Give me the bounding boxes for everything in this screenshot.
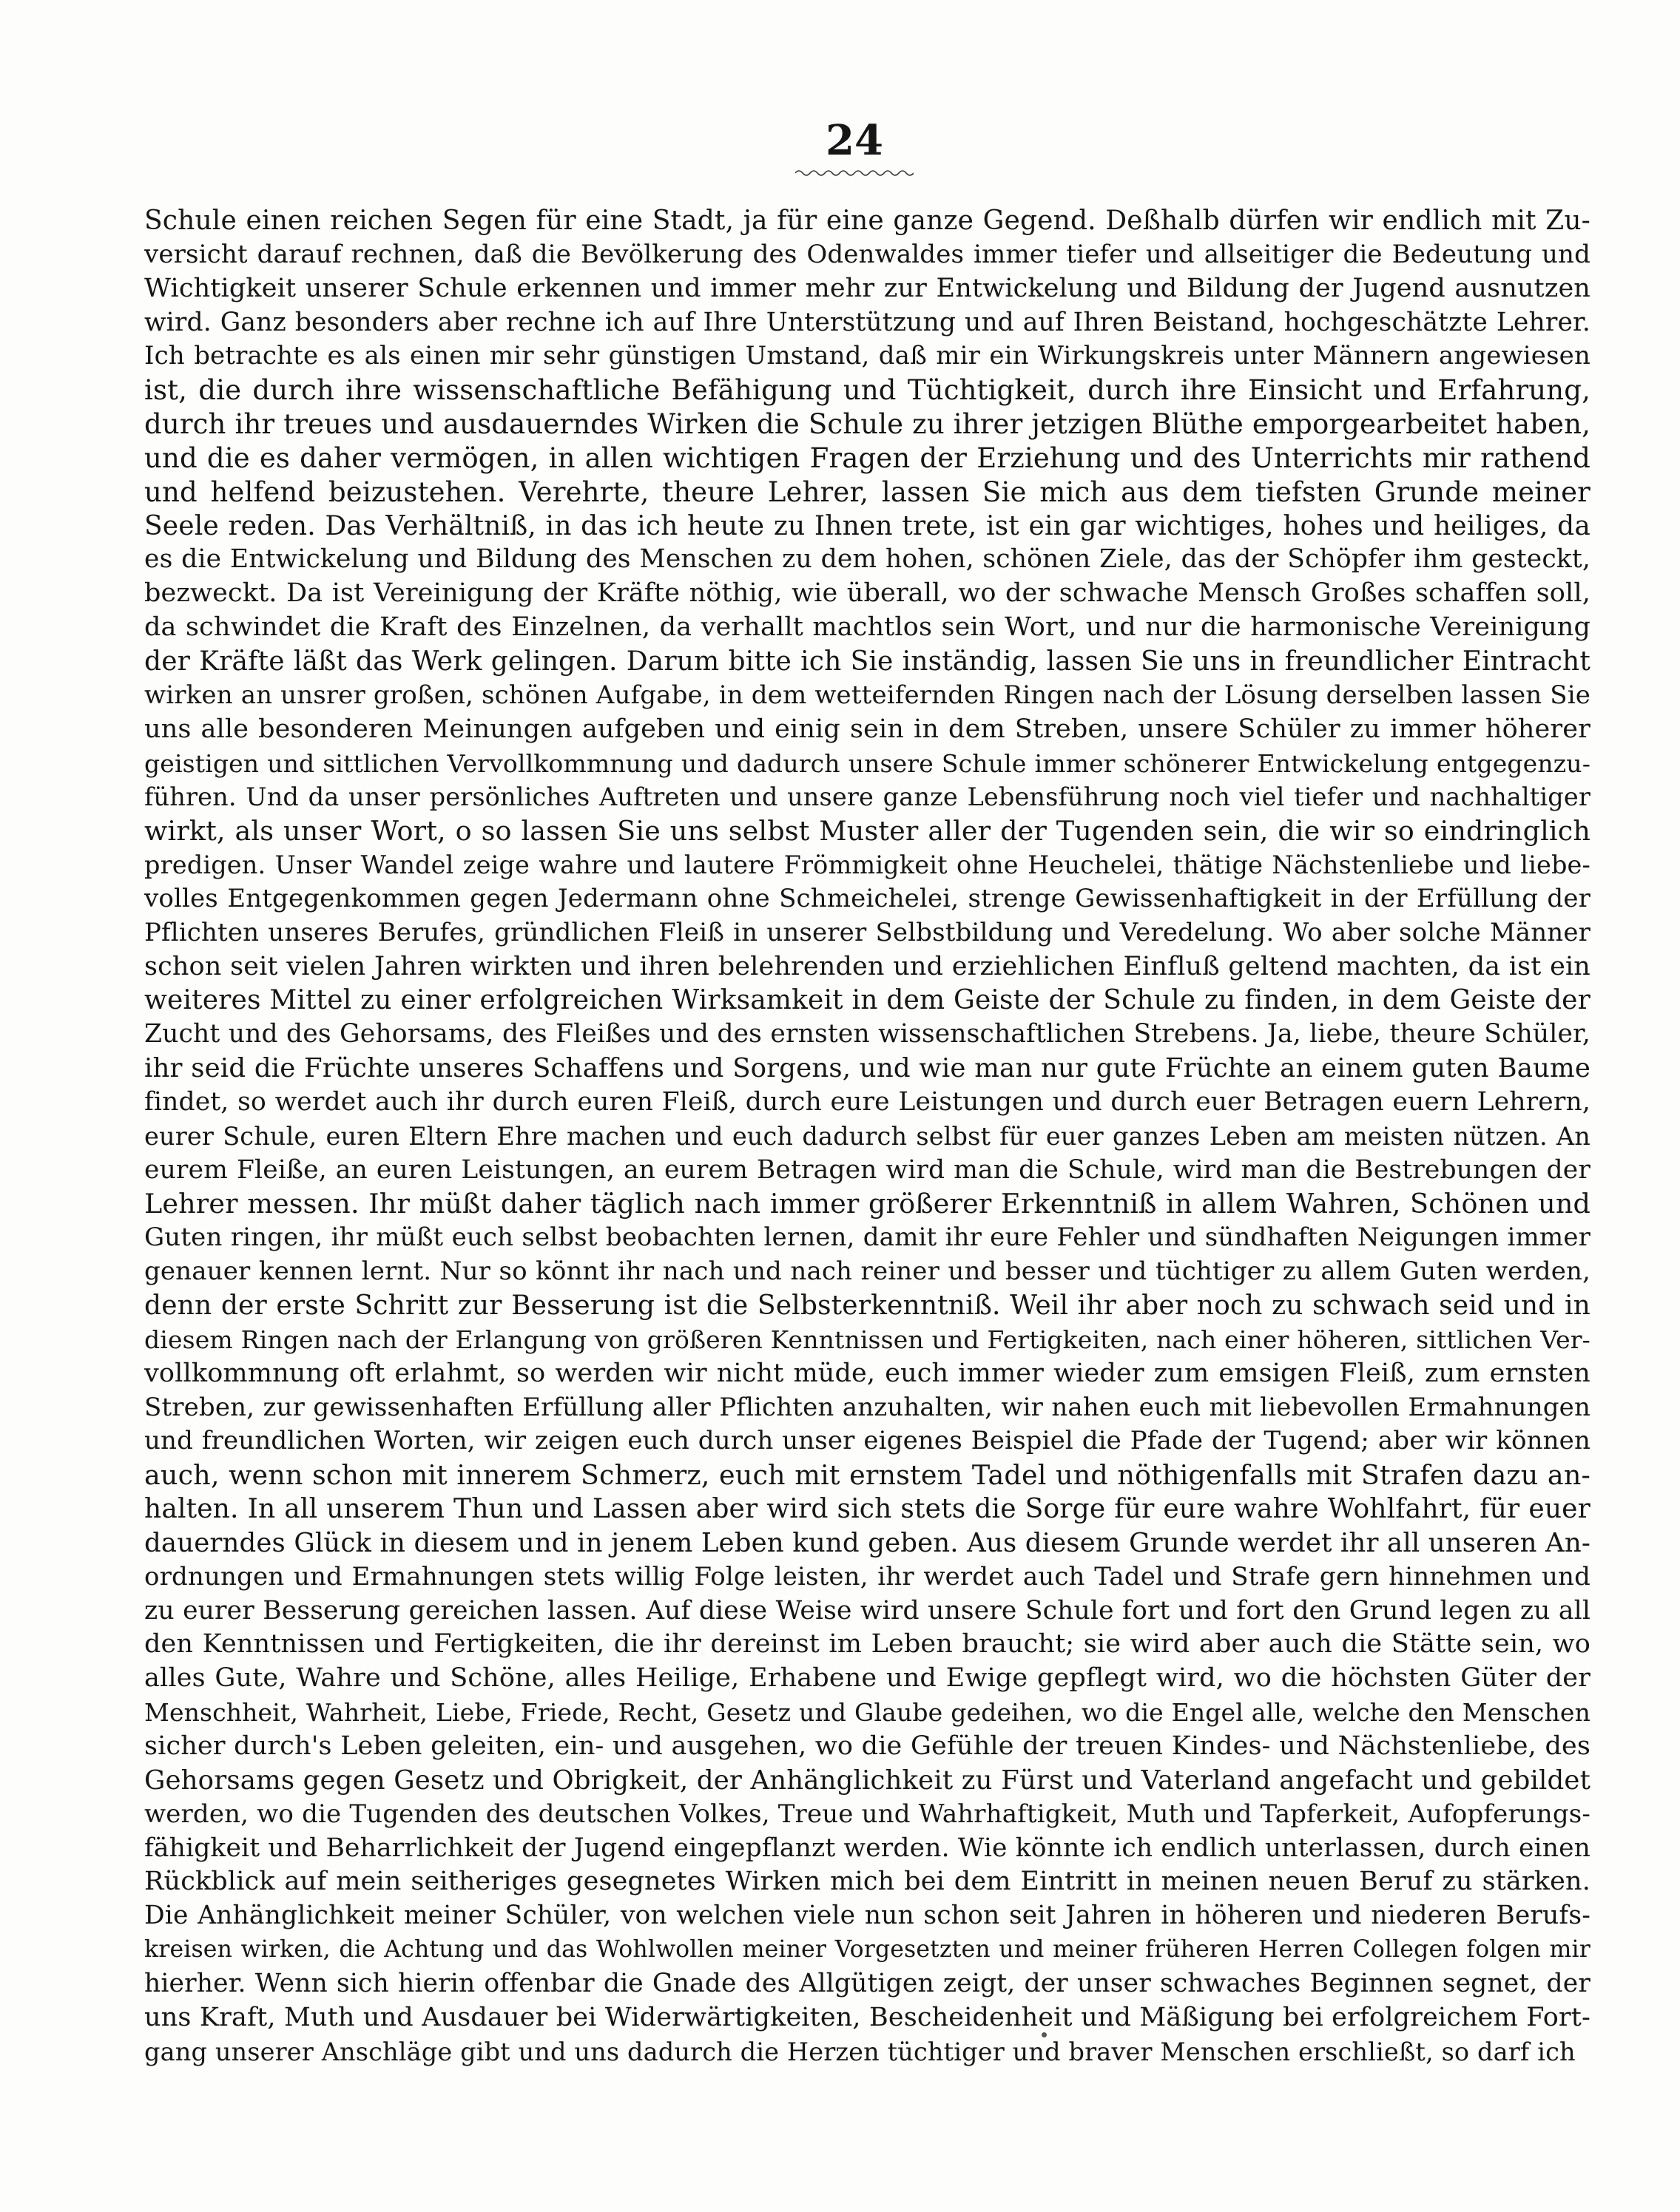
text-line: weiteres Mittel zu einer erfolgreichen Wirksamkeit in dem Geiste der Schule zu finden, in dem Geiste der xyxy=(144,985,1590,1016)
text-line: gang unserer Anschläge gibt und uns dadurch die Herzen tüchtiger und braver Menschen erschließt, so darf ich xyxy=(144,2037,1576,2066)
text-line: eurer Schule, euren Eltern Ehre machen und euch dadurch selbst für euer ganzes Leben am meisten nützen. An xyxy=(144,1121,1590,1151)
text-line: schon seit vielen Jahren wirkten und ihren belehrenden und erziehlichen Einfluß geltend machten, da ist ein xyxy=(144,951,1590,981)
text-line: findet, so werdet auch ihr durch euren Fleiß, durch eure Leistungen und durch euer Betragen euern Lehrern, xyxy=(144,1086,1590,1117)
text-line: führen. Und da unser persönliches Auftreten und unsere ganze Lebensführung noch viel tiefer und nachhaltiger xyxy=(144,782,1590,812)
text-line: dauerndes Glück in diesem und in jenem Leben kund geben. Aus diesem Grunde werdet ihr all unseren An- xyxy=(144,1527,1590,1558)
footer-dot xyxy=(1042,2032,1047,2037)
text-line: ist, die durch ihre wissenschaftliche Befähigung und Tüchtigkeit, durch ihre Einsicht und Erfahrung, xyxy=(144,374,1590,407)
text-line: alles Gute, Wahre und Schöne, alles Heilige, Erhabene und Ewige gepflegt wird, wo die höchsten Güter der xyxy=(144,1663,1590,1694)
text-line: Ich betrachte es als einen mir sehr günstigen Umstand, daß mir ein Wirkungskreis unter Männern angewiesen xyxy=(144,341,1590,371)
text-line: den Kenntnissen und Fertigkeiten, die ihr dereinst im Leben braucht; sie wird aber auch die Stätte sein, wo xyxy=(144,1629,1590,1660)
text-line: genauer kennen lernt. Nur so könnt ihr nach und nach reiner und besser und tüchtiger zu allem Guten werden, xyxy=(144,1256,1590,1287)
text-line: wirkt, als unser Wort, o so lassen Sie uns selbst Muster aller der Tugenden sein, die wir so eindringlich xyxy=(144,815,1590,848)
text-line: Seele reden. Das Verhältniß, in das ich heute zu Ihnen trete, ist ein gar wichtiges, hohes und heiliges, da xyxy=(144,510,1590,541)
text-line: Lehrer messen. Ihr müßt daher täglich nach immer größerer Erkenntniß in allem Wahren, Schönen und xyxy=(144,1188,1590,1220)
text-line: Pflichten unseres Berufes, gründlichen Fleiß in unserer Selbstbildung und Veredelung. Wo aber solche Männer xyxy=(144,917,1590,947)
text-line: Menschheit, Wahrheit, Liebe, Friede, Recht, Gesetz und Glaube gedeihen, wo die Engel alle, welche den Menschen xyxy=(144,1698,1590,1728)
text-line: Streben, zur gewissenhaften Erfüllung aller Pflichten anzuhalten, wir nahen euch mit liebevollen Ermahnungen xyxy=(144,1392,1590,1422)
text-line: ihr seid die Früchte unseres Schaffens und Sorgens, und wie man nur gute Früchte an einem guten Baume xyxy=(144,1053,1590,1084)
text-line: auch, wenn schon mit innerem Schmerz, euch mit ernstem Tadel und nöthigenfalls mit Strafen dazu an- xyxy=(144,1459,1590,1492)
text-line: ordnungen und Ermahnungen stets willig Folge leisten, ihr werdet auch Tadel und Strafe gern hinnehmen und xyxy=(144,1561,1590,1592)
text-line: sicher durch's Leben geleiten, ein- und ausgehen, wo die Gefühle der treuen Kindes- und Nächstenliebe, des xyxy=(144,1731,1590,1761)
text-line: Schule einen reichen Segen für eine Stadt, ja für eine ganze Gegend. Deßhalb dürfen wir endlich mit Zu- xyxy=(144,206,1590,236)
text-line: und die es daher vermögen, in allen wichtigen Fragen der Erziehung und des Unterrichts mir rathend xyxy=(144,442,1590,474)
page-number: 24 xyxy=(826,116,883,165)
text-line: Rückblick auf mein seitheriges gesegnetes Wirken mich bei dem Eintritt in meinen neuen Beruf zu stärken. xyxy=(144,1867,1590,1897)
text-line: wirken an unsrer großen, schönen Aufgabe, in dem wetteifernden Ringen nach der Lösung derselben lassen Sie xyxy=(144,680,1590,710)
text-line: Zucht und des Gehorsams, des Fleißes und des ernsten wissenschaftlichen Strebens. Ja, liebe, theure Schüler, xyxy=(144,1019,1590,1049)
text-line: predigen. Unser Wandel zeige wahre und lautere Frömmigkeit ohne Heuchelei, thätige Nächstenliebe und liebe- xyxy=(144,850,1590,880)
text-line: geistigen und sittlichen Vervollkommnung und dadurch unsere Schule immer schönerer Entwickelung entgegenzu- xyxy=(144,748,1590,778)
text-line: diesem Ringen nach der Erlangung von größeren Kenntnissen und Fertigkeiten, nach einer höheren, sittlichen Ver- xyxy=(144,1325,1590,1354)
text-line: durch ihr treues und ausdauerndes Wirken die Schule zu ihrer jetzigen Blüthe emporgearbeitet haben, xyxy=(144,408,1590,441)
wavy-rule-ornament xyxy=(795,169,914,177)
text-line: bezweckt. Da ist Vereinigung der Kräfte nöthig, wie überall, wo der schwache Mensch Großes schaffen soll, xyxy=(144,578,1590,609)
text-line: kreisen wirken, die Achtung und das Wohlwollen meiner Vorgesetzten und meiner früheren Herren Collegen folgen mir xyxy=(144,1936,1590,1964)
text-line: und helfend beizustehen. Verehrte, theure Lehrer, lassen Sie mich aus dem tiefsten Grunde meiner xyxy=(144,476,1590,508)
text-line: Die Anhänglichkeit meiner Schüler, von welchen viele nun schon seit Jahren in höheren und niederen Berufs- xyxy=(144,1901,1590,1931)
text-line: wird. Ganz besonders aber rechne ich auf Ihre Unterstützung und auf Ihren Beistand, hochgeschätzte Lehrer. xyxy=(144,307,1590,337)
text-line: es die Entwickelung und Bildung des Menschen zu dem hohen, schönen Ziele, das der Schöpfer ihm gesteckt, xyxy=(144,544,1590,575)
text-line: hierher. Wenn sich hierin offenbar die Gnade des Allgütigen zeigt, der unser schwaches Beginnen segnet, der xyxy=(144,1968,1590,1998)
text-line: eurem Fleiße, an euren Leistungen, an eurem Betragen wird man die Schule, wird man die Bestrebungen der xyxy=(144,1154,1590,1185)
text-line: und freundlichen Worten, wir zeigen euch durch unser eigenes Beispiel die Pfade der Tugend; aber wir können xyxy=(144,1426,1590,1456)
text-line: uns Kraft, Muth und Ausdauer bei Widerwärtigkeiten, Bescheidenheit und Mäßigung bei erfolgreichem Fort- xyxy=(144,2002,1590,2032)
text-line: uns alle besonderen Meinungen aufgeben und einig sein in dem Streben, unsere Schüler zu immer höherer xyxy=(144,714,1590,744)
text-line: Wichtigkeit unserer Schule erkennen und immer mehr zur Entwickelung und Bildung der Jugend ausnutzen xyxy=(144,273,1590,303)
text-line: Guten ringen, ihr müßt euch selbst beobachten lernen, damit ihr eure Fehler und sündhaften Neigungen immer xyxy=(144,1222,1590,1253)
text-line: werden, wo die Tugenden des deutschen Volkes, Treue und Wahrhaftigkeit, Muth und Tapferkeit, Aufopferungs- xyxy=(144,1799,1590,1829)
text-line: der Kräfte läßt das Werk gelingen. Darum bitte ich Sie inständig, lassen Sie uns in freundlicher Eintracht xyxy=(144,646,1590,677)
text-line: vollkommnung oft erlahmt, so werden wir nicht müde, euch immer wieder zum emsigen Fleiß, zum ernsten xyxy=(144,1358,1590,1388)
text-line: zu eurer Besserung gereichen lassen. Auf diese Weise wird unsere Schule fort und fort den Grund legen zu all xyxy=(144,1595,1590,1626)
text-line: halten. In all unserem Thun und Lassen aber wird sich stets die Sorge für eure wahre Wohlfahrt, für euer xyxy=(144,1494,1590,1525)
body-text xyxy=(144,204,1590,2069)
text-line: denn der erste Schritt zur Besserung ist die Selbsterkenntniß. Weil ihr aber noch zu schwach seid und in xyxy=(144,1291,1590,1321)
text-line: fähigkeit und Beharrlichkeit der Jugend eingepflanzt werden. Wie könnte ich endlich unterlassen, durch einen xyxy=(144,1833,1590,1863)
text-line: versicht darauf rechnen, daß die Bevölkerung des Odenwaldes immer tiefer und allseitiger die Bedeutung und xyxy=(144,239,1590,269)
text-line: da schwindet die Kraft des Einzelnen, da verhallt machtlos sein Wort, und nur die harmonische Vereinigung xyxy=(144,612,1590,643)
text-line: Gehorsams gegen Gesetz und Obrigkeit, der Anhänglichkeit zu Fürst und Vaterland angefacht und gebildet xyxy=(144,1765,1590,1796)
text-line: volles Entgegenkommen gegen Jedermann ohne Schmeichelei, strenge Gewissenhaftigkeit in der Erfüllung der xyxy=(144,883,1590,913)
